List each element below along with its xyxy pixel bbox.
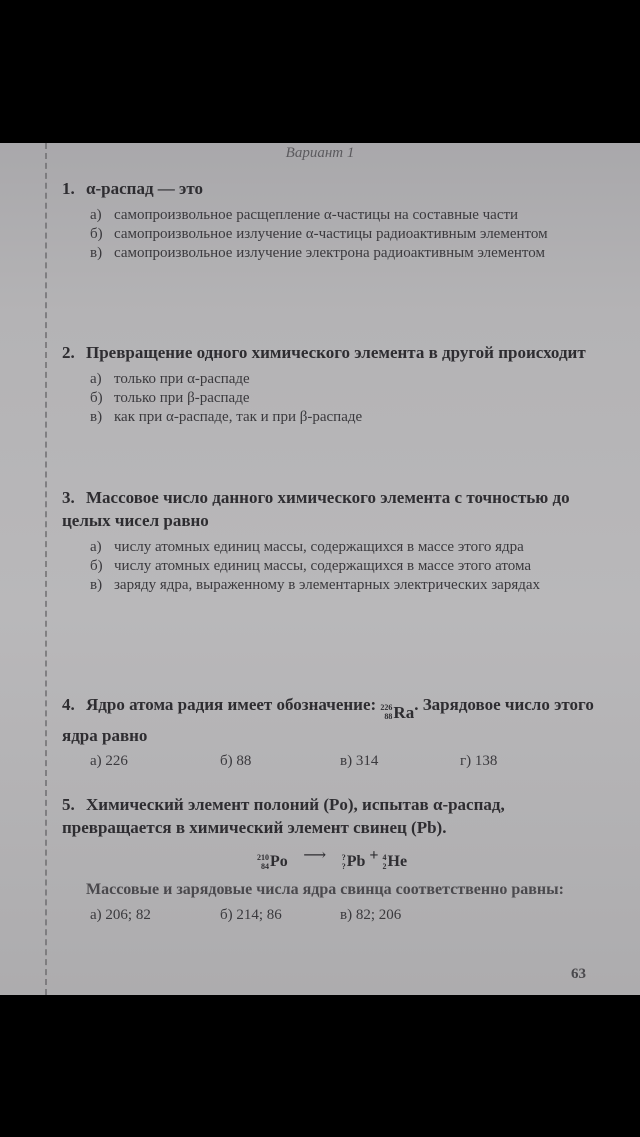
option-3a: а) числу атомных единиц массы, содержащихся в массе этого ядра [90, 539, 524, 555]
question-text: α-распад — это [86, 179, 204, 198]
decay-equation: 210 84 Po ⟶ ? ? Pb + 4 2 He [256, 847, 408, 871]
option-1c: в) самопроизвольное излучение электрона радиоактивным элементом [90, 245, 546, 261]
question-number: 2. [62, 343, 75, 362]
question-1-text [62, 177, 602, 200]
question-5-subtext: Массовые и зарядовые числа ядра свинца соответственно равны: [86, 881, 564, 898]
option-5a: а) 206; 82 [90, 907, 151, 923]
option-1b: б) самопроизвольное излучение α-частицы радиоактивным элементом [90, 226, 548, 242]
option-4b: б) 88 [220, 752, 252, 769]
question-number: 5. [62, 795, 75, 814]
question-5 [62, 793, 602, 924]
options-row [62, 753, 602, 770]
option-1a: а) самопроизвольное расщепление α-частицы на составные части [90, 207, 519, 223]
option-4d: г) 138 [460, 752, 498, 769]
option-4c: в) 314 [340, 752, 379, 769]
option-2c: в) как при α-распаде, так и при β-распаде [90, 409, 363, 425]
radium-isotope: 226 88 Ra [380, 702, 415, 722]
question-1 [62, 177, 602, 263]
question-2 [62, 341, 602, 427]
question-2-text [62, 341, 602, 364]
option-4a: а) 226 [90, 752, 128, 769]
question-3-text [62, 486, 602, 532]
options-row [62, 907, 602, 924]
question-4-text: 4. Ядро атома радия имеет обозначение: 226 88 Ra . Зарядовое число этого ядра равно [62, 695, 594, 745]
variant-header: Вариант 1 [285, 145, 355, 161]
option-2a: а) только при α-распаде [90, 371, 250, 387]
arrow-icon: ⟶ [303, 847, 327, 864]
question-text: Химический элемент полоний (Po), испытав α-распад, превращается в химический элемент свинец (Pb). [62, 795, 505, 837]
option-5b: б) 214; 86 [220, 907, 282, 923]
margin-dashed-line [45, 143, 47, 995]
question-number: 1. [62, 179, 75, 198]
question-number: 4. [62, 695, 75, 714]
option-5c: в) 82; 206 [340, 907, 402, 923]
question-4 [62, 693, 602, 770]
page-number: 63 [571, 966, 586, 982]
option-3b: б) числу атомных единиц массы, содержащихся в массе этого атома [90, 558, 532, 574]
question-text: Массовое число данного химического элемента с точностью до целых чисел равно [62, 488, 570, 530]
option-3c: в) заряду ядра, выраженному в элементарных электрических зарядах [90, 577, 541, 593]
question-3 [62, 486, 602, 595]
option-2b: б) только при β-распаде [90, 390, 250, 406]
question-number: 3. [62, 488, 75, 507]
question-5-text [62, 793, 602, 839]
textbook-page [0, 143, 640, 995]
question-text: Превращение одного химического элемента в другой происходит [86, 343, 586, 362]
